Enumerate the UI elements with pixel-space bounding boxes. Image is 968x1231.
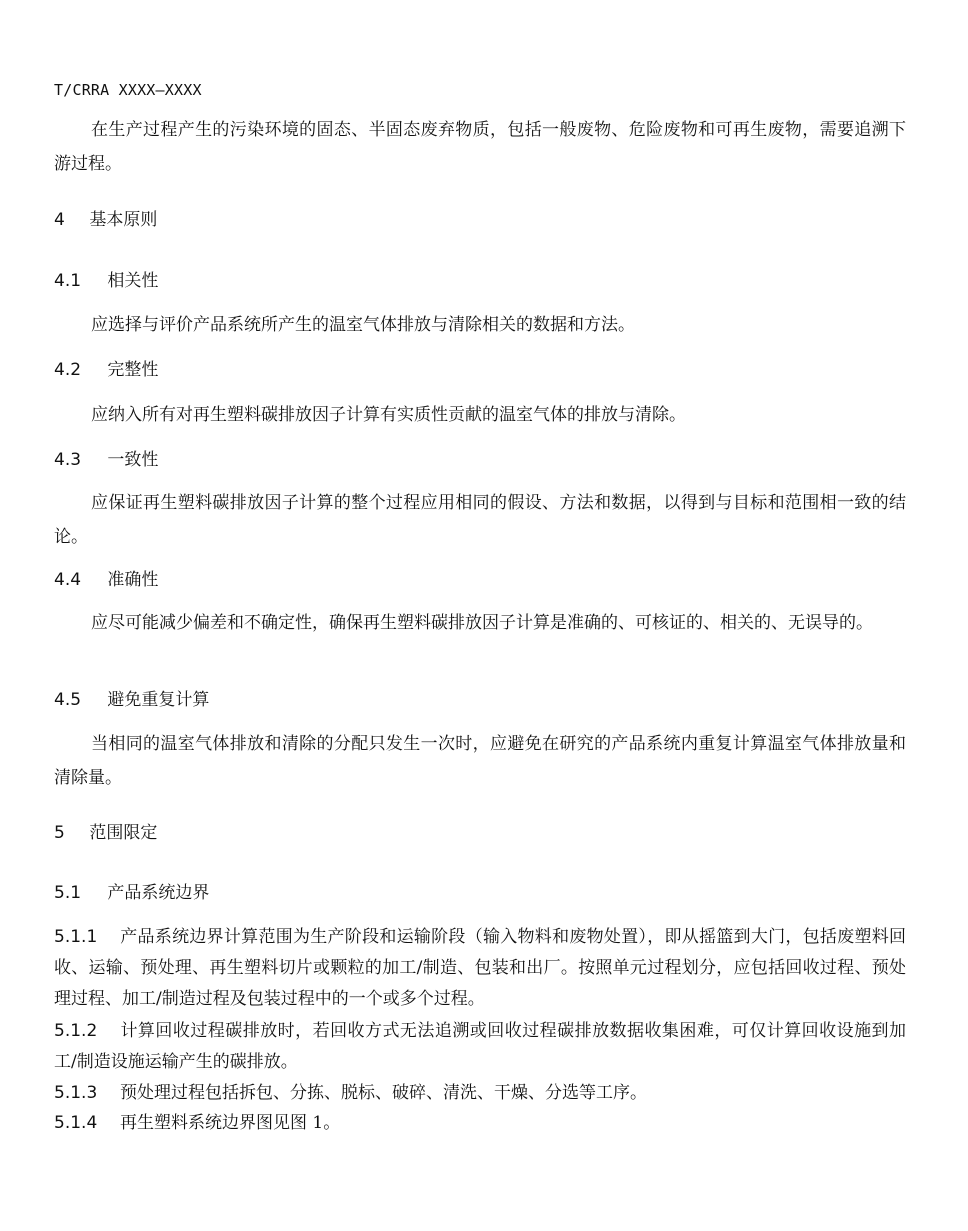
intro-paragraph: 在生产过程产生的污染环境的固态、半固态废弃物质，包括一般废物、危险废物和可再生废物，需要追溯下游过程。 [54, 120, 906, 174]
section-4-4-text: 应尽可能减少偏差和不确定性，确保再生塑料碳排放因子计算是准确的、可核证的、相关的、无误导的。 [91, 613, 873, 633]
section-4-heading [54, 208, 157, 232]
section-number: 5.1 [54, 883, 82, 903]
section-4-5-heading [54, 688, 209, 712]
clause-number: 5.1.1 [54, 927, 98, 947]
section-number: 4.1 [54, 271, 82, 291]
section-4-2-text: 应纳入所有对再生塑料碳排放因子计算有实质性贡献的温室气体的排放与清除。 [91, 405, 686, 425]
section-title: 一致性 [107, 450, 159, 470]
clause-5-1-3 [54, 1078, 906, 1109]
section-4-3-heading [54, 448, 158, 472]
section-number: 4.2 [54, 360, 82, 380]
clause-text: 预处理过程包括拆包、分拣、脱标、破碎、清洗、干燥、分选等工序。 [120, 1083, 647, 1103]
section-number: 4.4 [54, 570, 82, 590]
section-title: 避免重复计算 [107, 690, 210, 710]
section-number: 4.3 [54, 450, 82, 470]
section-title: 基本原则 [89, 210, 158, 230]
clause-number: 5.1.3 [54, 1083, 98, 1103]
section-4-3-text: 应保证再生塑料碳排放因子计算的整个过程应用相同的假设、方法和数据，以得到与目标和范围相一致的结论。 [54, 493, 906, 547]
clause-5-1-1 [54, 922, 906, 1015]
section-4-1-text: 应选择与评价产品系统所产生的温室气体排放与清除相关的数据和方法。 [91, 315, 635, 335]
section-title: 完整性 [107, 360, 159, 380]
section-5-1-heading [54, 881, 209, 905]
section-title: 相关性 [107, 271, 159, 291]
clause-text: 计算回收过程碳排放时，若回收方式无法追溯或回收过程碳排放数据收集困难，可仅计算回收设施到加工/制造设施运输产生的碳排放。 [54, 1021, 906, 1072]
section-title: 范围限定 [89, 823, 158, 843]
document-code: T/CRRA XXXX—XXXX [54, 81, 202, 99]
clause-text: 产品系统边界计算范围为生产阶段和运输阶段（输入物料和废物处置），即从摇篮到大门，包括废塑料回收、运输、预处理、再生塑料切片或颗粒的加工/制造、包装和出厂。按照单元过程划分，应包括回收过程、预处理过程、加工/制造过程及包装过程中的一个或多个过程。 [54, 927, 906, 1009]
section-4-5-text: 当相同的温室气体排放和清除的分配只发生一次时，应避免在研究的产品系统内重复计算温室气体排放量和清除量。 [54, 734, 906, 788]
section-4-1-heading [54, 269, 158, 293]
section-number: 4 [54, 210, 65, 230]
section-number: 5 [54, 823, 65, 843]
clause-number: 5.1.4 [54, 1113, 98, 1133]
clause-5-1-2 [54, 1016, 906, 1078]
section-5-heading [54, 821, 157, 845]
section-title: 产品系统边界 [107, 883, 210, 903]
clause-5-1-4 [54, 1108, 906, 1139]
section-title: 准确性 [107, 570, 159, 590]
section-number: 4.5 [54, 690, 82, 710]
clause-number: 5.1.2 [54, 1021, 98, 1041]
clause-text: 再生塑料系统边界图见图 1。 [120, 1113, 341, 1133]
section-4-4-heading [54, 568, 158, 592]
section-4-2-heading [54, 358, 158, 382]
